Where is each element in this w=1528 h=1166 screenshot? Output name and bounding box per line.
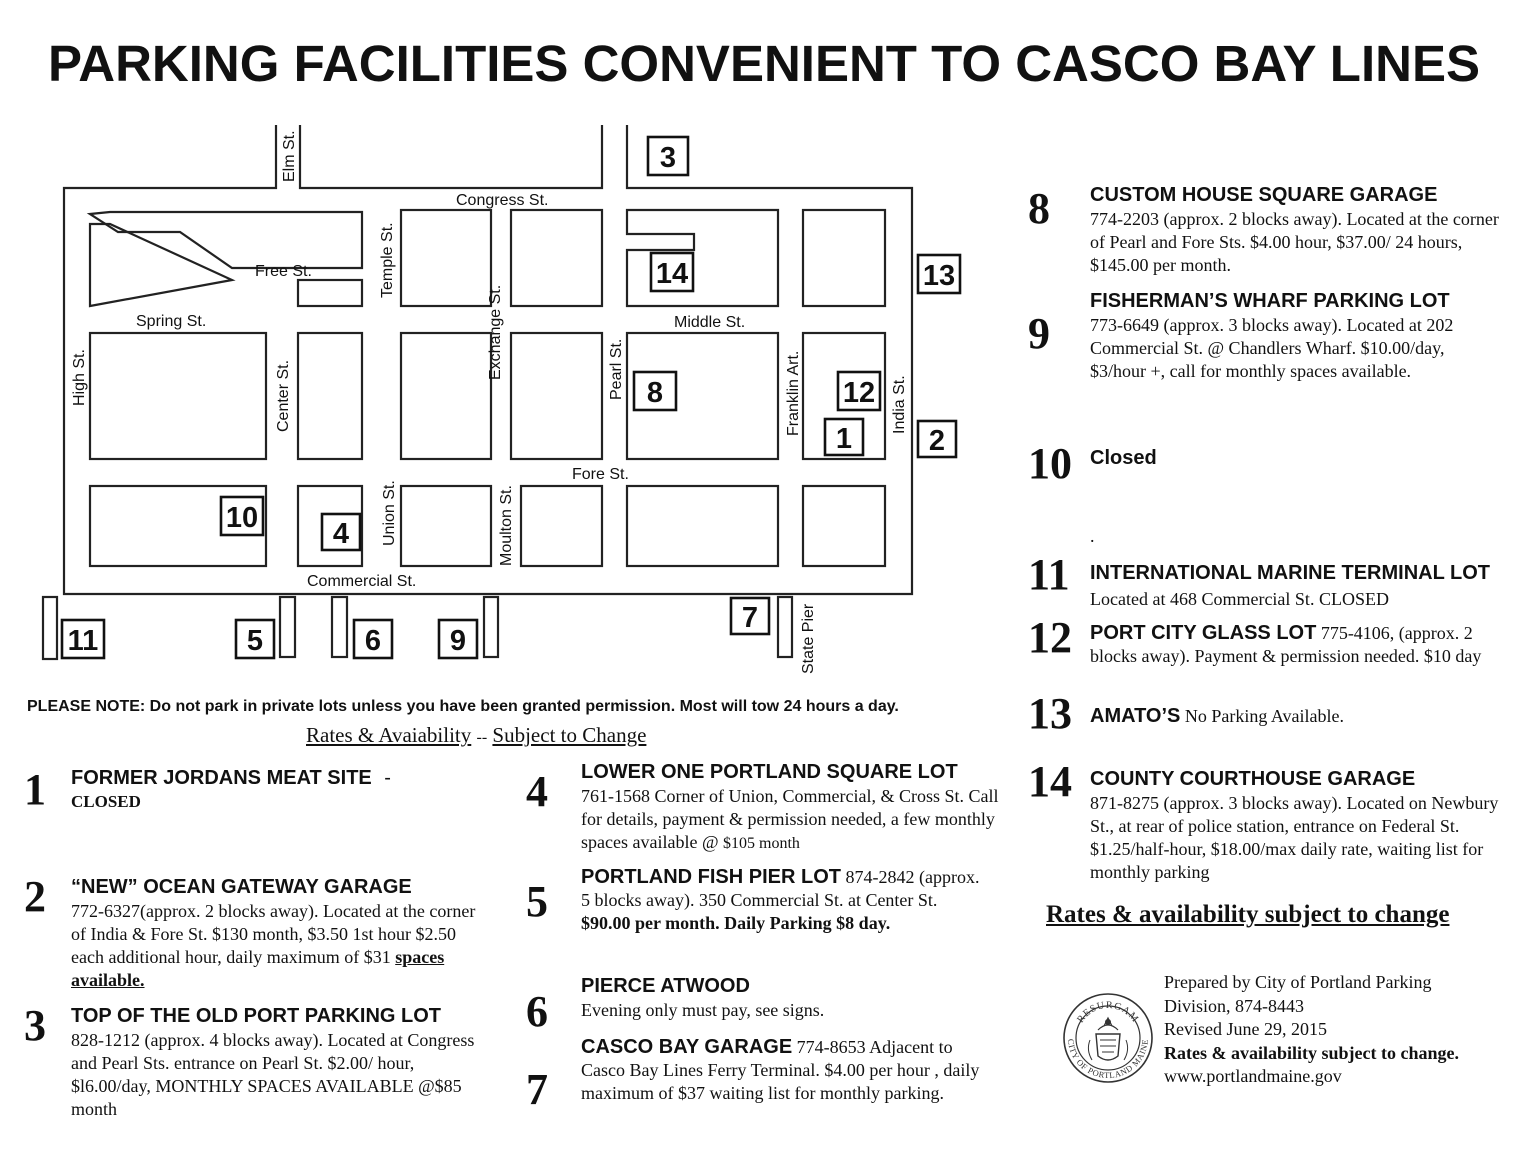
entry-13-number: 13 [1028, 689, 1072, 738]
pier-11 [43, 597, 57, 659]
entry-12-number: 12 [1028, 613, 1072, 662]
lot-3: 3 [659, 142, 677, 174]
entry-1-number: 1 [24, 765, 46, 814]
entry-10-dot: . [1090, 526, 1095, 546]
entry-14-head: COUNTY COURTHOUSE GARAGE [1090, 768, 1416, 790]
entry-6-head: PIERCE ATWOOD [581, 975, 750, 997]
block-free-st-upper [90, 212, 362, 268]
city-seal [1060, 990, 1156, 1086]
entry-5-number: 5 [526, 877, 548, 926]
lot-13: 13 [922, 260, 956, 292]
entry-12 [1090, 622, 1495, 668]
entry-8-number: 8 [1028, 184, 1050, 233]
block-r2-c0 [90, 333, 266, 459]
rates-banner [306, 723, 646, 748]
entry-12-head: PORT CITY GLASS LOT [1090, 622, 1317, 644]
entry-5-body-bold: $90.00 per month. Daily Parking $8 day. [581, 913, 891, 933]
street-pearl: Pearl St. [608, 338, 625, 400]
entry-1-head: FORMER JORDANS MEAT SITE [71, 767, 372, 789]
block-r3-c5 [803, 486, 885, 566]
pier-5 [280, 597, 295, 657]
pier-6 [332, 597, 347, 657]
block-r2-c1 [298, 333, 362, 459]
entry-2-body-underlined: spaces available. [71, 947, 445, 990]
entry-6-number: 6 [526, 987, 548, 1036]
prepared-website[interactable]: www.portlandmaine.gov [1164, 1066, 1342, 1086]
entry-12-body: 775-4106, (approx. 2 blocks away). Payment & permission needed. $10 day [1090, 623, 1482, 666]
block-r1-c2 [401, 210, 491, 306]
prepared-line4: Rates & availability subject to change. [1164, 1042, 1459, 1063]
entry-7-head: CASCO BAY GARAGE [581, 1036, 793, 1058]
entry-8-body: 774-2203 (approx. 2 blocks away). Located at the corner of Pearl and Fore Sts. $4.00 hour, $37.00/ 24 hours, $145.00 per month. [1090, 209, 1499, 275]
entry-14-number: 14 [1028, 757, 1072, 806]
entry-8-head: CUSTOM HOUSE SQUARE GARAGE [1090, 184, 1438, 206]
street-commercial: Commercial St. [307, 573, 417, 590]
entry-1-body: CLOSED [71, 792, 141, 811]
entry-3-number: 3 [24, 1001, 46, 1050]
entry-13-head: AMATO’S [1090, 705, 1181, 727]
entry-7-body: 774-8653 Adjacent to Casco Bay Lines Ferry Terminal. $4.00 per hour , daily maximum of $37 waiting list for monthly parking. [581, 1037, 980, 1103]
block-r1-c4 [627, 210, 778, 306]
block-r3-c3 [521, 486, 602, 566]
lot-6: 6 [364, 625, 382, 657]
block-r1-c5 [803, 210, 885, 306]
block-temple-free [298, 280, 362, 306]
entry-8 [1090, 182, 1500, 277]
entry-4-head: LOWER ONE PORTLAND SQUARE LOT [581, 761, 958, 783]
entry-11-head: INTERNATIONAL MARINE TERMINAL LOT [1090, 562, 1490, 584]
lot-4: 4 [332, 518, 350, 550]
pier-9 [484, 597, 498, 657]
entry-11-body: Located at 468 Commercial St. CLOSED [1090, 589, 1389, 609]
rates-banner-sep: -- [476, 729, 488, 746]
rates-banner-left: Rates & Avaiability [306, 723, 472, 747]
entry-5-phone: 874-2842 [841, 867, 915, 887]
street-india: India St. [891, 375, 908, 434]
street-center: Center St. [275, 359, 292, 432]
entry-9-body: 773-6649 (approx. 3 blocks away). Located at 202 Commercial St. @ Chandlers Wharf. $10.00/day, $3/hour +, call for monthly spaces available. [1090, 315, 1454, 381]
block-r2-c3 [511, 333, 602, 459]
entry-13-body: No Parking Available. [1180, 706, 1345, 726]
please-note: PLEASE NOTE: Do not park in private lots unless you have been granted permission. Most will tow 24 hours a day. [27, 698, 899, 715]
street-middle: Middle St. [674, 314, 746, 331]
prepared-line1: Prepared by City of Portland Parking [1164, 972, 1432, 992]
entry-3 [71, 1003, 491, 1121]
block-r3-c2 [401, 486, 491, 566]
entry-4-number: 4 [526, 767, 548, 816]
prepared-line2: Division, 874-8443 [1164, 995, 1305, 1016]
block-r3-c4 [627, 486, 778, 566]
entry-4-body-small: $105 month [723, 835, 800, 852]
street-free: Free St. [255, 263, 312, 280]
lot-2: 2 [928, 425, 946, 457]
entry-5 [581, 866, 981, 935]
lot-7: 7 [741, 602, 759, 634]
entry-5-head: PORTLAND FISH PIER LOT [581, 866, 841, 888]
street-fore: Fore St. [572, 466, 629, 483]
entry-7 [581, 1036, 991, 1105]
entry-14 [1090, 766, 1500, 884]
seal-top-text: RESURGAM [1075, 999, 1141, 1026]
lot-14: 14 [655, 258, 689, 290]
entry-3-body: 828-1212 (approx. 4 blocks away). Located at Congress and Pearl Sts. entrance on Pearl St. $2.00/ hour, $l6.00/day, MONTHLY SPACES AVAILABLE @$85 month [71, 1030, 475, 1119]
entry-1 [71, 767, 491, 813]
street-temple: Temple St. [379, 222, 396, 298]
entry-6-body: Evening only must pay, see signs. [581, 1000, 825, 1020]
street-elm: Elm St. [281, 130, 298, 182]
entry-11 [1090, 560, 1490, 612]
seal-ring-text: CITY OF PORTLAND MAINE [1065, 1038, 1151, 1081]
entry-4 [581, 759, 1001, 855]
street-congress: Congress St. [456, 192, 549, 209]
entry-11-number: 11 [1028, 550, 1070, 599]
street-moulton: Moulton St. [498, 485, 515, 566]
entry-9-number: 9 [1028, 309, 1050, 358]
block-free-st-lower [90, 224, 232, 306]
entry-13 [1090, 705, 1490, 728]
entry-9-head: FISHERMAN’S WHARF PARKING LOT [1090, 290, 1450, 312]
lot-5: 5 [246, 625, 264, 657]
entry-9 [1090, 288, 1500, 383]
svg-text:CITY OF PORTLAND MAINE [1066, 1038, 1150, 1080]
entry-3-head: TOP OF THE OLD PORT PARKING LOT [71, 1005, 442, 1027]
block-r1-c3 [511, 210, 602, 306]
street-exchange: Exchange St. [487, 284, 504, 380]
lot-8: 8 [646, 377, 664, 409]
lot-1: 1 [835, 423, 853, 455]
lot-9: 9 [449, 625, 467, 657]
entry-2-number: 2 [24, 872, 46, 921]
street-state-pier: State Pier [800, 603, 817, 674]
entry-4-body: 761-1568 Corner of Union, Commercial, & Cross St. Call for details, payment & permission needed, a few monthly spaces available @ [581, 786, 999, 852]
entry-10-number: 10 [1028, 439, 1072, 488]
entry-2-body: 772-6327(approx. 2 blocks away). Located at the corner of India & Fore St. $130 month, $3.50 1st hour $2.50 each additional hour, daily maximum of $31 [71, 901, 476, 967]
pier-state [778, 597, 792, 657]
entry-5-body: (approx. 5 blocks away). 350 Commercial St. at Center St. [581, 867, 980, 910]
lot-10: 10 [225, 502, 259, 534]
street-union: Union St. [381, 480, 398, 546]
page-title: PARKING FACILITIES CONVENIENT TO CASCO BAY LINES [48, 35, 1480, 92]
prepared-line3: Revised June 29, 2015 [1164, 1019, 1327, 1039]
entry-10-head: Closed [1090, 447, 1157, 469]
lot-12: 12 [842, 377, 876, 409]
entry-1-dash: - [384, 767, 391, 789]
entry-2 [71, 874, 491, 992]
lot-11: 11 [67, 625, 99, 657]
entry-14-body: 871-8275 (approx. 3 blocks away). Located on Newbury St., at rear of police station, entrance on Federal St. $1.25/half-hour, $18.00/max daily rate, waiting list for monthly parking [1090, 793, 1499, 882]
street-franklin: Franklin Art. [785, 350, 802, 436]
rates-footer: Rates & availability subject to change [1046, 901, 1450, 928]
rates-banner-right: Subject to Change [492, 723, 647, 747]
entry-10 [1090, 447, 1390, 470]
block-r2-c2 [401, 333, 491, 459]
street-map [0, 0, 1010, 690]
entry-2-head: “NEW” OCEAN GATEWAY GARAGE [71, 876, 412, 898]
prepared-by [1164, 971, 1459, 1089]
entry-7-number: 7 [526, 1065, 548, 1114]
entry-6 [581, 973, 1001, 1022]
street-high: High St. [71, 349, 88, 406]
street-spring: Spring St. [136, 313, 207, 330]
